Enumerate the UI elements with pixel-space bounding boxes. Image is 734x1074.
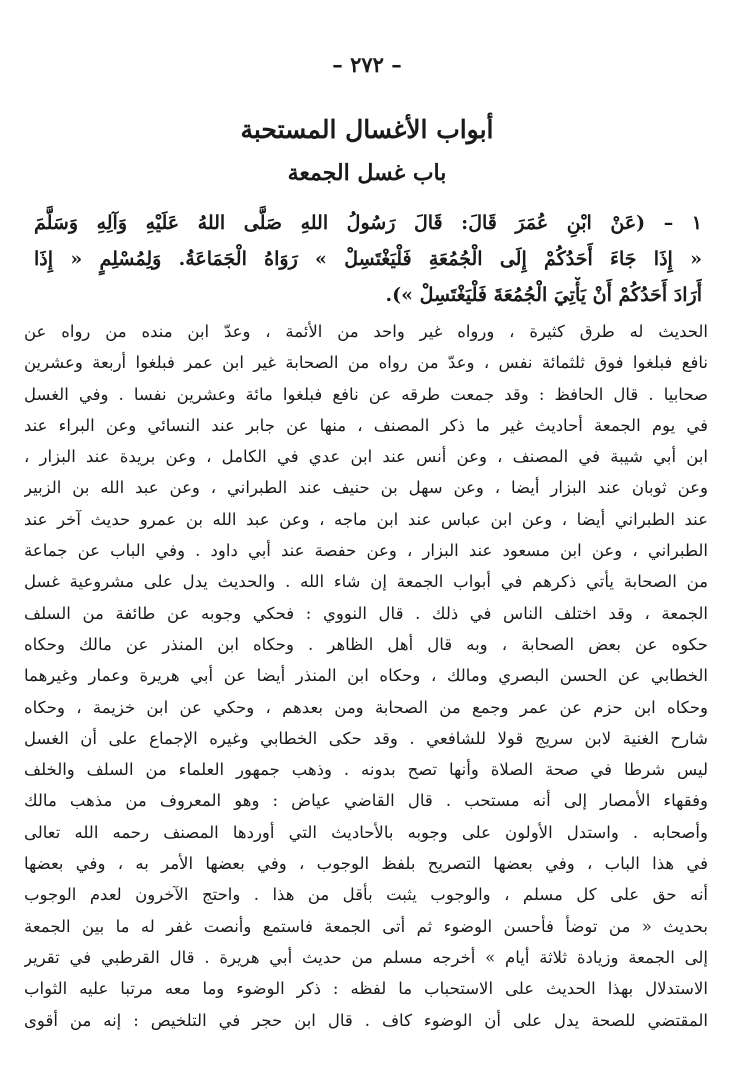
commentary-line: الاستدلال بهذا الحديث على الاستحباب ما لفظه : ذكر الوضوء وما معه مرتبا عليه الثواب [24, 979, 708, 999]
commentary-text [24, 316, 708, 1036]
hadith-line: « إِذَا جَاءَ أَحَدُكُمْ إِلَى الْجُمُعَةِ فَلْيَغْتَسِلْ » رَوَاهُ الْجَمَاعَةُ. وَلِمُسْلِمٍ « إِذَا [34, 248, 702, 270]
commentary-line: أنه حق على كل مسلم ، والوجوب يثبت بأقل من هذا . واحتج الآخرون لعدم الوجوب [24, 885, 708, 905]
hadith-line: ١ – (عَنْ ابْنِ عُمَرَ قَالَ: قَالَ رَسُولُ اللهِ صَلَّى اللهُ عَلَيْهِ وَآلِهِ وَسَلَّمَ [34, 212, 702, 234]
hadith-text [34, 205, 702, 313]
chapter-title: أبواب الأغسال المستحبة [240, 115, 494, 144]
commentary-line: حكوه عن بعض الصحابة ، وبه قال أهل الظاهر . وحكاه ابن المنذر عن مالك وحكاه [24, 634, 708, 654]
commentary-line: ابن أبي شيبة في المصنف ، وعن أنس عند ابن عدي في الكامل ، وعن بريدة عند البزار ، [24, 447, 708, 467]
commentary-line: عند الطبراني أيضا ، وعن ابن عباس عند ابن ماجه ، وعن عبد الله بن عمرو حديث آخر عند [24, 509, 708, 529]
commentary-line: نافع فبلغوا فوق ثلثمائة نفس ، وعدّ من رواه من الصحابة غير ابن عمر فبلغوا أربعة وعشرين [24, 353, 708, 373]
commentary-line: الطبراني ، وعن ابن مسعود عند البزار ، وعن حفصة عند أبي داود . وفي الباب عن جماعة [24, 541, 708, 561]
page-number: – ٢٧٢ – [332, 52, 402, 77]
commentary-line: إلى الجمعة وزيادة ثلاثة أيام » أخرجه مسلم من حديث أبي هريرة . قال القرطبي في تقرير [24, 947, 708, 967]
commentary-line: المقتضي للصحة يدل على أن الوضوء كاف . قال ابن حجر في التلخيص : إنه من أقوى [24, 1010, 708, 1030]
commentary-line: وفقهاء الأمصار إلى أنه مستحب . قال القاضي عياض : وهو المعروف من مذهب مالك [24, 791, 708, 811]
section-title: باب غسل الجمعة [287, 160, 447, 186]
commentary-line: في هذا الباب ، وفي بعضها التصريح بلفظ الوجوب ، وفي بعضها الأمر به ، وفي بعضها [24, 854, 708, 874]
hadith-line: أَرَادَ أَحَدُكُمْ أَنْ يَأْتِيَ الْجُمُعَةَ فَلْيَغْتَسِلْ »). [385, 284, 702, 306]
commentary-line: الجمعة ، وقد اختلف الناس في ذلك . قال النووي : فحكي وجوبه عن طائفة من السلف [24, 603, 708, 623]
commentary-line: وعن ثوبان عند البزار أيضا ، وعن سهل بن حنيف عند الطبراني ، وعن عبد الله بن الزبير [24, 478, 708, 498]
commentary-line: وحكاه ابن حزم عن عمر وجمع من الصحابة ومن بعدهم ، وحكي عن ابن خزيمة ، وحكاه [24, 697, 708, 717]
commentary-line: في يوم الجمعة أحاديث غير ما ذكر المصنف ، منها عن جابر عند النسائي وعن البراء عند [24, 415, 708, 435]
commentary-line: صحابيا . قال الحافظ : وقد جمعت طرقه عن نافع فبلغوا مائة وعشرين نفسا . وفي الغسل [24, 384, 708, 404]
commentary-line: الحديث له طرق كثيرة ، ورواه غير واحد من الأئمة ، وعدّ ابن منده من رواه عن [24, 322, 708, 341]
commentary-line: بحديث « من توضأ فأحسن الوضوء ثم أتى الجمعة فاستمع وأنصت غفر له ما بين الجمعة [24, 916, 708, 936]
commentary-line: الخطابي عن الحسن البصري ومالك ، وحكاه ابن المنذر أيضا عن أبي هريرة وعمار وغيرهما [24, 666, 708, 686]
commentary-line: ليس شرطا في صحة الصلاة وأنها تصح بدونه . وذهب جمهور العلماء من السلف والخلف [24, 760, 708, 780]
commentary-line: شارح الغنية لابن سريج قولا للشافعي . وقد حكى الخطابي وغيره الإجماع على أن الغسل [24, 728, 708, 748]
commentary-line: وأصحابه . واستدل الأولون على وجوبه بالأحاديث التي أوردها المصنف رحمه الله تعالى [24, 822, 708, 842]
commentary-line: من الصحابة يأتي ذكرهم في أبواب الجمعة إن شاء الله . والحديث يدل على مشروعية غسل [24, 572, 708, 592]
